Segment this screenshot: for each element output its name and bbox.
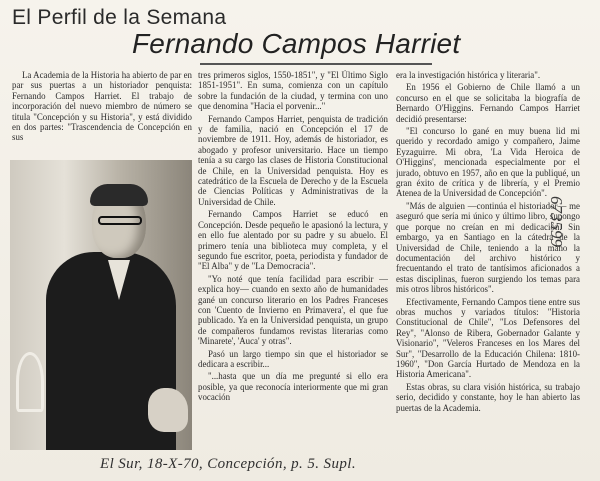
paragraph: Fernando Campos Harriet, penquista de tradición y de familia, nació en Concepción el 17 de noviembre de 1911. Hoy, además de historiador, es abogado y profesor universitario. Hace un tiempo tenía a su cargo las clases de Historia Constitucional de Chile, en la Universidad penquista. Hoy es catedrático de la Escuela de Derecho y de la Escuela de Ciencias Políticas y Administrativas de la Universidad de Chile.: [198, 113, 388, 207]
section-kicker: El Perfil de la Semana: [12, 6, 227, 29]
decorative-ornament: [16, 352, 44, 412]
paragraph: era la investigación histórica y literaria".: [396, 70, 541, 80]
portrait-glasses: [98, 216, 142, 225]
paragraph: "El concurso lo gané en muy buena lid mi querido y recordado amigo y compañero, Jaime Eyzaguirre. Mi obra, 'La Vida Heroica de O'Higgins', mencionada especialmente por el jurado, obtuvo en 1957, año en que la publiqué, un gran éxito de crítica y de librería, y el Premio Atenea de la Universidad de Concepción".: [396, 126, 580, 199]
article-column-2: [198, 70, 388, 452]
paragraph: Pasó un largo tiempo sin que el historiador se dedicara a escribir...: [198, 348, 388, 369]
portrait-photo: [10, 160, 192, 450]
paragraph: Estas obras, su clara visión histórica, su trabajo serio, decidido y constante, hoy le han abierto las puertas de la Academia.: [396, 381, 580, 413]
paragraph: En 1956 el Gobierno de Chile llamó a un concurso en el que se solicitaba la biografía de Bernardo O'Higgins. Fernando Campos Harriet decidió presentarse:: [396, 82, 580, 124]
portrait-hand: [148, 388, 188, 432]
article-column-3: [396, 70, 580, 452]
paragraph: "Más de alguien —continúa el historiador— me aseguró que sería mi único y último libro, supongo que porque no creían en mi dedicación. Sin embargo, ya en Santiago en la cátedra de la Universidad de Chile, teniendo a la mano la documentación del archivo histórico y frecuentando el trato de tantísimos aficionados a estas disciplinas, fueron surgiendo los temas para mis otros libros históricos".: [396, 200, 580, 295]
paragraph: "Yo noté que tenía facilidad para escribir —explica hoy— cuando en sexto año de humanidades gané un concurso literario en los Padres Franceses con 'Cuento de Invierno en Primavera', el que fue publicado. Ya en la Universidad penquista, un grupo de compañeros fundamos revistas literarias como 'Minarete', 'Auca' y otras".: [198, 273, 388, 347]
article-headline: Fernando Campos Harriet: [132, 28, 461, 59]
paragraph: Fernando Campos Harriet se educó en Concepción. Desde pequeño le apasionó la lectura, y en ello fue alentado por su padre y su abuelo. El primero tenía una biblioteca muy completa, y el segundo fue escritor, poeta, periodista y fundador de "El Alba" y de "La Democracia".: [198, 209, 388, 272]
paragraph: tres primeros siglos, 1550-1851", y "El Último Siglo 1851-1951". En suma, comienza con un capítulo sobre la fundación de la ciudad, y termina con uno que denomina "Hacia el porvenir...": [198, 70, 388, 112]
handwritten-source-note: El Sur, 18-X-70, Concepción, p. 5. Supl.: [100, 456, 356, 472]
portrait-hair: [90, 184, 148, 206]
margin-catalog-number: 673599: [547, 196, 566, 247]
article-column-1: [12, 70, 192, 152]
paragraph: "...hasta que un día me pregunté si ello era posible, ya que reconocía interiormente que mi gran vocación: [198, 371, 388, 403]
headline-rule: [200, 63, 432, 65]
paragraph: La Academia de la Historia ha abierto de par en par sus puertas a un historiador penquista: Fernando Campos Harriet. El trabajo de incorporación del nuevo miembro de número se titula "Concepción y su Historia", y está dividido en dos partes: "Trascendencia de Concepción en sus: [12, 70, 192, 143]
paragraph: Efectivamente, Fernando Campos tiene entre sus obras muchos y variados títulos: "Historia Constitucional de Chile", "Los Defensores del Rey", "Alonso de Ribera, Gobernador Galante y Visionario", "Veleros Franceses en los Mares del Sur", "Desarrollo de la Educación Chilena: 1810-1960", "Don García Hurtado de Mendoza en la Historia Americana".: [396, 296, 580, 380]
